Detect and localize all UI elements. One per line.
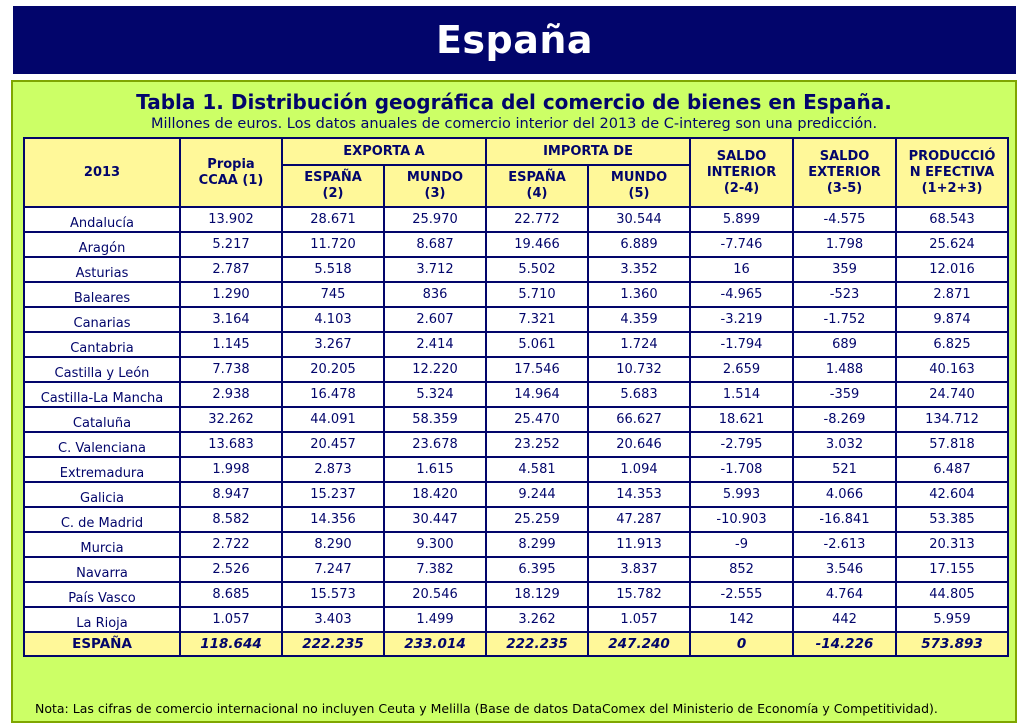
table-cell: 53.385: [896, 507, 1008, 532]
region-name: Galicia: [24, 482, 180, 507]
table-cell: 8.290: [282, 532, 384, 557]
table-cell: 8.582: [180, 507, 282, 532]
table-cell: 2.938: [180, 382, 282, 407]
table-cell: 13.902: [180, 207, 282, 232]
table-cell: 18.420: [384, 482, 486, 507]
table-cell: 28.671: [282, 207, 384, 232]
total-cell: 573.893: [896, 632, 1008, 656]
table-cell: 25.470: [486, 407, 588, 432]
header-saldo-exterior: SALDO EXTERIOR (3-5): [793, 138, 896, 207]
table-cell: 3.032: [793, 432, 896, 457]
table-cell: -2.555: [690, 582, 793, 607]
header-imp-mundo: MUNDO (5): [588, 165, 690, 207]
table-cell: 44.805: [896, 582, 1008, 607]
table-cell: 2.607: [384, 307, 486, 332]
header-exp-mundo: MUNDO (3): [384, 165, 486, 207]
table-cell: 442: [793, 607, 896, 632]
region-name: C. de Madrid: [24, 507, 180, 532]
table-row: [24, 232, 1008, 257]
table-cell: -1.708: [690, 457, 793, 482]
table-cell: 17.546: [486, 357, 588, 382]
table-cell: -10.903: [690, 507, 793, 532]
table-row: [24, 307, 1008, 332]
total-cell: 222.235: [486, 632, 588, 656]
table-cell: 20.313: [896, 532, 1008, 557]
table-panel: [11, 80, 1017, 723]
header-propia: Propia CCAA (1): [180, 138, 282, 207]
region-name: Cantabria: [24, 332, 180, 357]
table-cell: 1.998: [180, 457, 282, 482]
table-cell: 11.913: [588, 532, 690, 557]
table-cell: 15.782: [588, 582, 690, 607]
table-cell: 1.094: [588, 457, 690, 482]
total-row: [24, 632, 1008, 656]
table-cell: 1.057: [180, 607, 282, 632]
table-row: [24, 482, 1008, 507]
table-cell: 20.457: [282, 432, 384, 457]
table-cell: 5.993: [690, 482, 793, 507]
table-cell: 359: [793, 257, 896, 282]
table-subtitle: Millones de euros. Los datos anuales de comercio interior del 2013 de C-intereg son una predicción.: [150, 116, 878, 132]
table-cell: -8.269: [793, 407, 896, 432]
table-cell: -4.965: [690, 282, 793, 307]
table-cell: 2.873: [282, 457, 384, 482]
table-cell: 8.299: [486, 532, 588, 557]
table-cell: 18.129: [486, 582, 588, 607]
table-cell: 14.356: [282, 507, 384, 532]
table-row: [24, 532, 1008, 557]
region-name: Canarias: [24, 307, 180, 332]
region-name: Cataluña: [24, 407, 180, 432]
table-cell: 2.871: [896, 282, 1008, 307]
table-cell: 9.874: [896, 307, 1008, 332]
table-cell: 3.267: [282, 332, 384, 357]
table-cell: 20.546: [384, 582, 486, 607]
table-cell: 852: [690, 557, 793, 582]
table-cell: 7.738: [180, 357, 282, 382]
table-cell: 1.514: [690, 382, 793, 407]
page-banner: [13, 6, 1016, 74]
table-cell: 9.300: [384, 532, 486, 557]
table-cell: 1.057: [588, 607, 690, 632]
table-cell: -2.795: [690, 432, 793, 457]
table-cell: 14.964: [486, 382, 588, 407]
table-cell: 57.818: [896, 432, 1008, 457]
table-title: Tabla 1. Distribución geográfica del comercio de bienes en España.: [136, 90, 892, 114]
table-cell: 12.016: [896, 257, 1008, 282]
table-cell: 4.103: [282, 307, 384, 332]
table-cell: -3.219: [690, 307, 793, 332]
header-exporta: EXPORTA A: [282, 138, 486, 165]
table-cell: 2.659: [690, 357, 793, 382]
table-cell: 44.091: [282, 407, 384, 432]
table-row: [24, 332, 1008, 357]
table-cell: -1.794: [690, 332, 793, 357]
region-name: Andalucía: [24, 207, 180, 232]
header-produccion: PRODUCCIÓ N EFECTIVA (1+2+3): [896, 138, 1008, 207]
table-cell: 6.889: [588, 232, 690, 257]
table-cell: 4.359: [588, 307, 690, 332]
table-cell: 6.487: [896, 457, 1008, 482]
trade-table: [23, 137, 1009, 657]
table-cell: 5.518: [282, 257, 384, 282]
table-cell: 1.499: [384, 607, 486, 632]
table-cell: 18.621: [690, 407, 793, 432]
table-cell: 11.720: [282, 232, 384, 257]
table-cell: 7.321: [486, 307, 588, 332]
table-cell: 19.466: [486, 232, 588, 257]
table-cell: 7.247: [282, 557, 384, 582]
total-cell: 222.235: [282, 632, 384, 656]
region-name: Castilla-La Mancha: [24, 382, 180, 407]
table-cell: 1.798: [793, 232, 896, 257]
table-cell: 5.959: [896, 607, 1008, 632]
table-row: [24, 407, 1008, 432]
table-cell: 5.710: [486, 282, 588, 307]
table-cell: 1.724: [588, 332, 690, 357]
table-cell: 14.353: [588, 482, 690, 507]
table-cell: 1.360: [588, 282, 690, 307]
region-name: Aragón: [24, 232, 180, 257]
table-row: [24, 382, 1008, 407]
table-cell: 16: [690, 257, 793, 282]
table-cell: 25.970: [384, 207, 486, 232]
table-cell: 689: [793, 332, 896, 357]
table-row: [24, 607, 1008, 632]
table-cell: 521: [793, 457, 896, 482]
table-row: [24, 432, 1008, 457]
table-cell: 5.899: [690, 207, 793, 232]
header-saldo-interior: SALDO INTERIOR (2-4): [690, 138, 793, 207]
table-cell: 30.447: [384, 507, 486, 532]
table-row: [24, 457, 1008, 482]
table-cell: 4.066: [793, 482, 896, 507]
table-cell: 2.722: [180, 532, 282, 557]
table-body: [24, 207, 1008, 632]
table-cell: 23.252: [486, 432, 588, 457]
table-row: [24, 507, 1008, 532]
table-cell: 30.544: [588, 207, 690, 232]
header-year: 2013: [24, 138, 180, 207]
region-name: Castilla y León: [24, 357, 180, 382]
table-row: [24, 257, 1008, 282]
table-cell: 25.259: [486, 507, 588, 532]
table-cell: 3.712: [384, 257, 486, 282]
table-cell: 4.764: [793, 582, 896, 607]
table-cell: 5.683: [588, 382, 690, 407]
table-cell: 2.414: [384, 332, 486, 357]
table-cell: 16.478: [282, 382, 384, 407]
table-cell: 3.403: [282, 607, 384, 632]
table-cell: -1.752: [793, 307, 896, 332]
banner-title: España: [435, 18, 594, 62]
total-cell: -14.226: [793, 632, 896, 656]
table-cell: 2.787: [180, 257, 282, 282]
table-cell: -16.841: [793, 507, 896, 532]
region-name: La Rioja: [24, 607, 180, 632]
table-cell: 6.825: [896, 332, 1008, 357]
region-name: País Vasco: [24, 582, 180, 607]
table-cell: 5.217: [180, 232, 282, 257]
region-name: C. Valenciana: [24, 432, 180, 457]
table-cell: 25.624: [896, 232, 1008, 257]
table-cell: 5.061: [486, 332, 588, 357]
table-cell: 42.604: [896, 482, 1008, 507]
table-cell: -523: [793, 282, 896, 307]
table-cell: 4.581: [486, 457, 588, 482]
total-cell: 0: [690, 632, 793, 656]
table-cell: 2.526: [180, 557, 282, 582]
table-cell: 1.145: [180, 332, 282, 357]
table-cell: 24.740: [896, 382, 1008, 407]
table-row: [24, 582, 1008, 607]
region-name: Baleares: [24, 282, 180, 307]
table-cell: 134.712: [896, 407, 1008, 432]
header-imp-espana: ESPAÑA (4): [486, 165, 588, 207]
table-cell: 5.324: [384, 382, 486, 407]
table-cell: 12.220: [384, 357, 486, 382]
table-cell: 23.678: [384, 432, 486, 457]
table-cell: 40.163: [896, 357, 1008, 382]
table-cell: 6.395: [486, 557, 588, 582]
table-cell: 3.546: [793, 557, 896, 582]
table-cell: 8.687: [384, 232, 486, 257]
region-name: Asturias: [24, 257, 180, 282]
table-cell: 1.488: [793, 357, 896, 382]
table-cell: -9: [690, 532, 793, 557]
table-cell: 15.573: [282, 582, 384, 607]
table-cell: 13.683: [180, 432, 282, 457]
table-cell: 7.382: [384, 557, 486, 582]
table-cell: 20.205: [282, 357, 384, 382]
table-cell: -2.613: [793, 532, 896, 557]
table-cell: 8.947: [180, 482, 282, 507]
table-cell: 20.646: [588, 432, 690, 457]
table-row: [24, 207, 1008, 232]
table-cell: 1.290: [180, 282, 282, 307]
table-cell: 3.164: [180, 307, 282, 332]
table-cell: -359: [793, 382, 896, 407]
table-cell: 5.502: [486, 257, 588, 282]
table-cell: 15.237: [282, 482, 384, 507]
table-cell: 836: [384, 282, 486, 307]
table-row: [24, 282, 1008, 307]
table-cell: 8.685: [180, 582, 282, 607]
total-cell: ESPAÑA: [24, 632, 180, 656]
table-cell: 142: [690, 607, 793, 632]
table-cell: 22.772: [486, 207, 588, 232]
table-cell: -4.575: [793, 207, 896, 232]
table-cell: 68.543: [896, 207, 1008, 232]
table-cell: 32.262: [180, 407, 282, 432]
total-cell: 118.644: [180, 632, 282, 656]
table-cell: 9.244: [486, 482, 588, 507]
table-row: [24, 557, 1008, 582]
region-name: Navarra: [24, 557, 180, 582]
table-note: Nota: Las cifras de comercio internacional no incluyen Ceuta y Melilla (Base de datos DataComex del Ministerio de Economía y Competitividad).: [35, 701, 938, 716]
table-cell: 17.155: [896, 557, 1008, 582]
table-cell: -7.746: [690, 232, 793, 257]
table-cell: 10.732: [588, 357, 690, 382]
table-cell: 3.262: [486, 607, 588, 632]
table-row: [24, 357, 1008, 382]
header-importa: IMPORTA DE: [486, 138, 690, 165]
table-cell: 47.287: [588, 507, 690, 532]
table-cell: 3.837: [588, 557, 690, 582]
table-cell: 58.359: [384, 407, 486, 432]
total-cell: 247.240: [588, 632, 690, 656]
header-exp-espana: ESPAÑA (2): [282, 165, 384, 207]
region-name: Murcia: [24, 532, 180, 557]
table-cell: 745: [282, 282, 384, 307]
region-name: Extremadura: [24, 457, 180, 482]
table-cell: 3.352: [588, 257, 690, 282]
table-cell: 1.615: [384, 457, 486, 482]
table-cell: 66.627: [588, 407, 690, 432]
total-cell: 233.014: [384, 632, 486, 656]
